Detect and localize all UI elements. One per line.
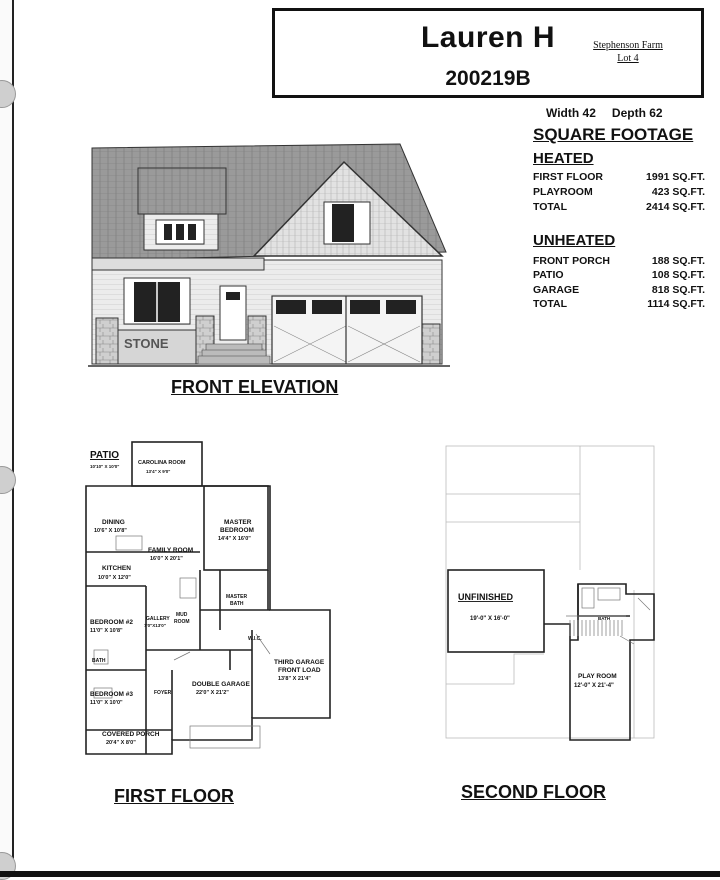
sqft-row: FIRST FLOOR 1991 SQ.FT. xyxy=(533,171,705,183)
room-dim: 11'0" X 10'0" xyxy=(90,700,123,706)
community-name: Stephenson Farm xyxy=(593,40,663,51)
room-label: PATIO xyxy=(90,450,120,461)
room-dim: 10'0" X 12'0" xyxy=(98,575,131,581)
room-label: THIRD GARAGE xyxy=(274,659,325,666)
room-dim: 10'6" X 10'8" xyxy=(94,528,127,534)
stone-label: STONE xyxy=(124,336,169,351)
room-label: GALLERY xyxy=(146,616,170,622)
room-dim: 7'0"X13'0" xyxy=(144,623,166,628)
front-elevation-drawing xyxy=(88,140,450,370)
room-label: DOUBLE GARAGE xyxy=(192,681,250,688)
depth-label: Depth 62 xyxy=(611,106,663,120)
first-floor-plan xyxy=(80,440,340,760)
sqft-row: TOTAL 2414 SQ.FT. xyxy=(533,201,705,213)
room-dim: 10'10" X 10'0" xyxy=(90,464,120,469)
room-label: DINING xyxy=(102,519,125,526)
room-dim: 13'8" X 21'4" xyxy=(278,676,311,682)
room-label: CAROLINA ROOM xyxy=(138,460,186,466)
room-dim: 20'4" X 8'0" xyxy=(106,740,136,746)
room-label: FOYER xyxy=(154,690,172,696)
room-label: MASTER xyxy=(226,594,248,600)
room-label: ROOM xyxy=(174,619,190,625)
room-label: KITCHEN xyxy=(102,565,131,572)
community-label xyxy=(573,39,683,65)
room-label: FRONT LOAD xyxy=(278,667,321,674)
sqft-row: TOTAL 1114 SQ.FT. xyxy=(533,298,705,310)
room-label: BATH xyxy=(92,658,106,664)
room-label: PLAY ROOM xyxy=(578,673,617,680)
plan-number: 200219B xyxy=(445,67,531,90)
room-label: FAMILY ROOM xyxy=(148,547,194,554)
heated-title: HEATED xyxy=(533,150,594,167)
square-footage-title: SQUARE FOOTAGE xyxy=(533,125,694,144)
room-label: UNFINISHED xyxy=(458,592,514,602)
first-floor-caption: FIRST FLOOR xyxy=(114,786,234,806)
sqft-row: PATIO 108 SQ.FT. xyxy=(533,269,705,281)
room-dim: 19'-0" X 16'-0" xyxy=(470,616,510,622)
room-label: BATH xyxy=(230,601,244,607)
room-dim: 12'-0" X 21'-4" xyxy=(574,683,614,689)
room-dim: 13'4" X 9'0" xyxy=(146,469,171,474)
room-dim: 14'4" X 16'0" xyxy=(218,536,251,542)
second-floor-caption: SECOND FLOOR xyxy=(461,782,607,802)
unheated-title: UNHEATED xyxy=(533,232,616,249)
room-label: MASTER xyxy=(224,519,252,526)
room-label: MUD xyxy=(176,612,188,618)
room-label: BEDROOM xyxy=(220,527,254,534)
sqft-row: PLAYROOM 423 SQ.FT. xyxy=(533,186,705,198)
room-label: BEDROOM #3 xyxy=(90,691,133,698)
lot-number: Lot 4 xyxy=(617,53,639,64)
room-dim: 22'0" X 21'2" xyxy=(196,690,229,696)
room-dim: 16'0" X 20'1" xyxy=(150,556,183,562)
plan-dimensions xyxy=(546,106,663,120)
front-elevation-caption: FRONT ELEVATION xyxy=(171,377,339,397)
plan-name: Lauren H xyxy=(420,21,556,54)
sqft-row: FRONT PORCH 188 SQ.FT. xyxy=(533,255,705,267)
page-bottom-edge xyxy=(0,871,720,877)
title-block xyxy=(272,8,704,98)
room-label: BATH xyxy=(598,616,611,621)
sqft-row: GARAGE 818 SQ.FT. xyxy=(533,284,705,296)
room-label: W.I.C. xyxy=(248,636,262,642)
room-dim: 11'0" X 10'8" xyxy=(90,628,123,634)
room-label: BEDROOM #2 xyxy=(90,619,133,626)
width-label: Width 42 xyxy=(546,106,596,120)
room-label: COVERED PORCH xyxy=(102,731,160,738)
second-floor-plan xyxy=(444,444,658,744)
binder-edge xyxy=(0,0,14,877)
